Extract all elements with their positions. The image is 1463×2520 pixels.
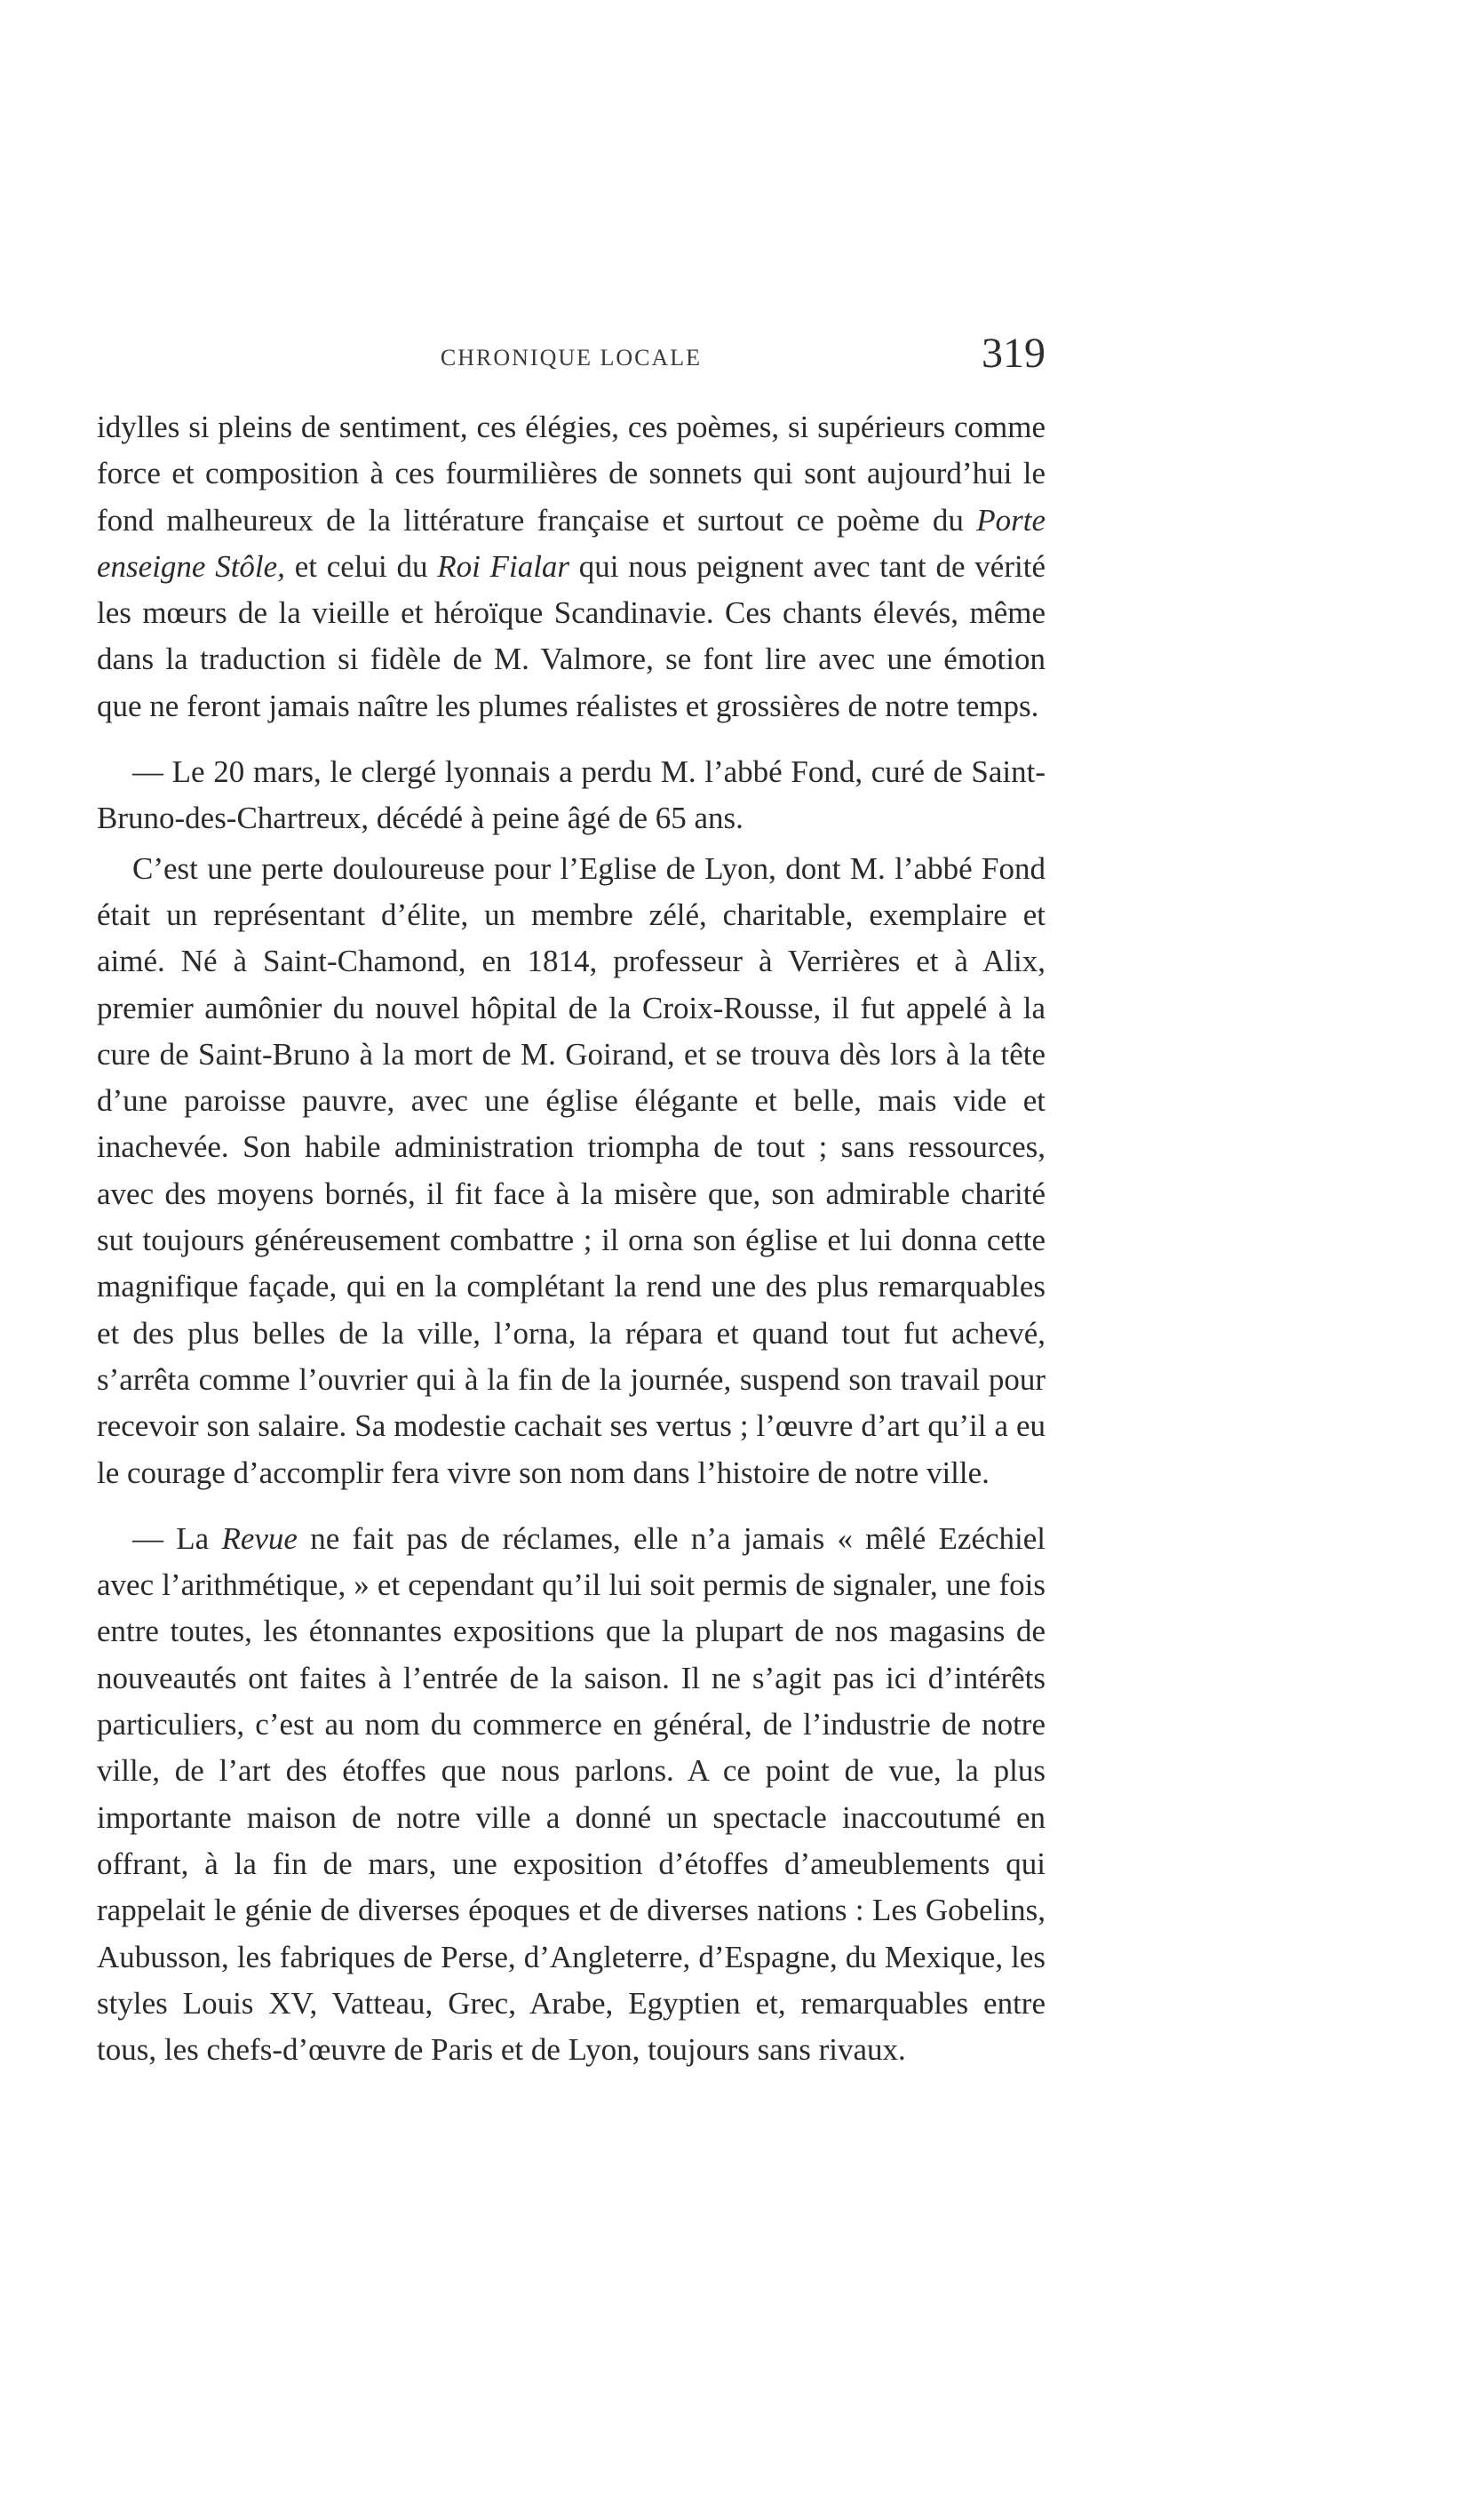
paragraph-abbe-fond-death: — Le 20 mars, le clergé lyonnais a perdu M. l’abbé Fond, curé de Saint-Bruno-des-Chartreux, décédé à peine âgé de 65 ans. — [97, 754, 1046, 836]
paragraph-scandinavian-poems — [97, 404, 1046, 730]
text-run: ne fait pas de réclames, elle n’a jamais « mêlé Ezéchiel avec l’arithmétique, » et cependant qu’il lui soit permis de signaler, une fois entre toutes, les étonnantes expositions que la plupart de nos magasins de nouveautés ont faites à l’entrée de la saison. Il ne s’agit pas ici d’intérêts particuliers, c’est au nom du commerce en général, de l’industrie de notre ville, de l’art des étoffes que nous parlons. A ce point de vue, la plus importante maison de notre ville a donné un spectacle inaccoutumé en offrant, à la fin de mars, une exposition d’étoffes d’ameublements qui rappelait le génie de diverses époques et de diverses nations : Les Gobelins, Aubusson, les fabriques de Perse, d’Angleterre, d’Espagne, du Mexique, les styles Louis XV, Vatteau, Grec, Arabe, Egyptien et, remarquables entre tous, les chefs-d’œuvre de Paris et de Lyon, toujours sans rivaux. — [97, 1520, 1046, 2068]
body-text — [97, 404, 1046, 2073]
italic-revue: Revue — [221, 1520, 298, 1556]
text-run: idylles si pleins de sentiment, ces élégies, ces poèmes, si supérieurs comme force et composition à ces fourmilières de sonnets qui sont aujourd’hui le fond malheureux de la littérature française et surtout ce poème du — [97, 410, 1046, 538]
text-run: qui nous peignent avec tant de vérité les mœurs de la vieille et héroïque Scandinavie. Ces chants élevés, même dans la traduction si fidèle de M. Valmore, se font lire avec une émotion que ne feront jamais naître les plumes réalistes et grossières de notre temps. — [97, 548, 1046, 723]
italic-title-roi-fialar: Roi Fialar — [437, 548, 570, 584]
text-run: et celui du — [284, 548, 438, 584]
paragraph-revue-exhibitions — [97, 1516, 1046, 2074]
text-run: — La — [132, 1520, 222, 1556]
running-title: CHRONIQUE LOCALE — [440, 345, 703, 371]
italic-title-porte-enseigne: Porte enseigne Stôle, — [97, 502, 1046, 584]
page-number: 319 — [982, 330, 1046, 377]
page-header — [97, 329, 1046, 391]
paragraph-abbe-fond-tribute: C’est une perte douloureuse pour l’Eglise de Lyon, dont M. l’abbé Fond était un représentant d’élite, un membre zélé, charitable, exemplaire et aimé. Né à Saint-Chamond, en 1814, professeur à Verrières et à Alix, premier aumônier du nouvel hôpital de la Croix-Rousse, il fut appelé à la cure de Saint-Bruno à la mort de M. Goirand, et se trouva dès lors à la tête d’une paroisse pauvre, avec une église élégante et belle, mais vide et inachevée. Son habile administration triompha de tout ; sans ressources, avec des moyens bornés, il fit face à la misère que, son admirable charité sut toujours généreusement combattre ; il orna son église et lui donna cette magnifique façade, qui en la complétant la rend une des plus remarquables et des plus belles de la ville, l’orna, la répara et quand tout fut achevé, s’arrêta comme l’ouvrier qui à la fin de la journée, suspend son travail pour recevoir son salaire. Sa modestie cachait ses vertus ; l’œuvre d’art qu’il a eu le courage d’accomplir fera vivre son nom dans l’histoire de notre ville. — [97, 850, 1046, 1490]
